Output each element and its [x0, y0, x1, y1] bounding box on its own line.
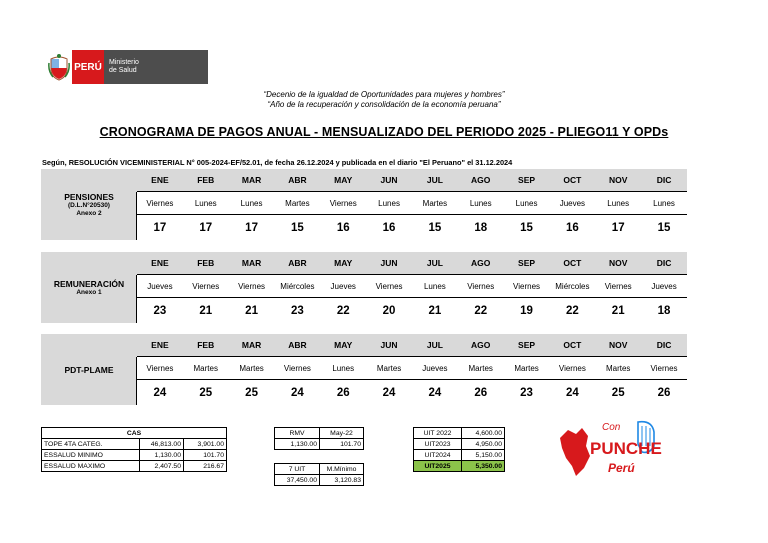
logo-peru: Perú	[608, 461, 635, 475]
uit-value: 5,150.00	[462, 450, 505, 461]
month-header: OCT	[563, 258, 582, 268]
date-cell: 21	[245, 304, 258, 317]
weekday-cell: Lunes	[607, 198, 630, 208]
weekday-cell: Lunes	[240, 198, 263, 208]
table-row	[414, 450, 505, 461]
coat-of-arms-icon	[46, 50, 72, 84]
weekday-cell: Jueves	[147, 281, 173, 291]
minimo-label: M.Mínimo	[320, 464, 364, 475]
block-label	[41, 252, 137, 323]
weekday-cell: Viernes	[513, 281, 541, 291]
date-cell: 21	[611, 304, 625, 317]
uit-value: 4,600.00	[462, 428, 505, 439]
block-name: REMUNERACIÓN	[53, 278, 125, 289]
month-header: JUL	[426, 258, 443, 268]
months-row	[137, 169, 687, 192]
weekday-cell: Viernes	[146, 363, 174, 373]
weekday-cell: Martes	[376, 363, 402, 373]
resolution-subtitle: Según, RESOLUCIÓN VICEMINISTERIAL N° 005-2024-EF/52.01, de fecha 26.12.2024 y publicada en el diario "El Peruano" el 31.12.2024	[42, 158, 513, 167]
weekday-cell: Jueves	[559, 198, 586, 208]
cas-header: CAS	[42, 428, 227, 439]
uit-minimo-table	[274, 463, 364, 486]
date-cell: 22	[565, 304, 579, 317]
weekday-cell: Lunes	[194, 198, 217, 208]
weekday-cell: Martes	[605, 363, 631, 373]
weekday-cell: Viernes	[283, 363, 311, 373]
peru-label: PERÚ	[72, 50, 104, 84]
date-cell: 25	[199, 386, 213, 399]
seven-uit-label: 7 UIT	[275, 464, 320, 475]
cas-label: ESSALUD MINIMO	[42, 450, 140, 461]
date-cell: 20	[382, 304, 396, 317]
weekday-cell: Lunes	[423, 281, 446, 291]
uit-year-current: UIT2025	[414, 461, 462, 472]
month-header: JUN	[380, 340, 398, 350]
month-header: ENE	[151, 175, 169, 185]
cas-table	[41, 427, 227, 472]
dates-row	[137, 298, 687, 323]
month-header: ENE	[151, 340, 169, 350]
month-header: OCT	[563, 175, 582, 185]
month-header: MAR	[241, 258, 262, 268]
dates-row	[137, 380, 687, 405]
con-punche-peru-logo	[554, 416, 664, 482]
weekday-cell: Viernes	[375, 281, 403, 291]
decenio-line2: “Año de la recuperación y consolidación de la economía peruana”	[267, 100, 501, 109]
block-sub2: Anexo 2	[76, 209, 102, 217]
schedule-block	[41, 169, 687, 240]
block-grid	[137, 169, 687, 240]
month-header: ABR	[288, 340, 307, 350]
date-cell: 25	[611, 386, 625, 399]
cas-monthly: 101.70	[184, 450, 227, 461]
date-cell: 19	[520, 304, 533, 317]
month-header: MAY	[334, 340, 353, 350]
date-cell: 22	[336, 304, 350, 317]
month-header: SEP	[518, 258, 536, 268]
date-cell: 24	[565, 386, 579, 399]
cas-label: TOPE 4TA CATEG.	[42, 439, 140, 450]
weekday-cell: Viernes	[192, 281, 220, 291]
rmv-table	[274, 427, 364, 450]
dates-row	[137, 215, 687, 240]
block-divider	[136, 275, 137, 323]
month-header: DIC	[656, 175, 672, 185]
date-cell: 23	[291, 304, 304, 317]
block-divider	[136, 192, 137, 240]
uit-year: UIT2024	[414, 450, 462, 461]
weekday-cell: Martes	[193, 363, 218, 373]
rmv-label: RMV	[275, 428, 320, 439]
weekday-cell: Lunes	[469, 198, 492, 208]
block-label	[41, 334, 137, 405]
weekday-cell: Viernes	[604, 281, 632, 291]
date-cell: 18	[657, 304, 671, 317]
month-header: SEP	[518, 340, 536, 350]
logo-con: Con	[602, 422, 621, 433]
date-cell: 25	[245, 386, 258, 399]
decenio-text	[0, 90, 768, 110]
month-header: MAR	[241, 175, 262, 185]
weekday-cell: Viernes	[558, 363, 586, 373]
date-cell: 23	[520, 386, 533, 399]
month-header: ABR	[288, 258, 307, 268]
date-cell: 16	[382, 221, 396, 234]
month-header: ABR	[288, 175, 307, 185]
date-cell: 16	[565, 221, 579, 234]
weekdays-row	[137, 275, 687, 298]
month-header: JUL	[426, 175, 443, 185]
weekday-cell: Lunes	[378, 198, 400, 208]
minimo-value: 3,120.83	[320, 475, 364, 486]
weekday-cell: Lunes	[653, 198, 675, 208]
ministry-line2: de Salud	[109, 67, 137, 74]
month-header: OCT	[563, 340, 582, 350]
month-header: ENE	[151, 258, 169, 268]
month-header: MAY	[334, 258, 353, 268]
month-header: AGO	[471, 340, 491, 350]
cas-annual: 2,407.50	[140, 461, 184, 472]
table-row	[275, 428, 364, 439]
ministry-name	[104, 50, 208, 84]
months-row	[137, 252, 687, 275]
uit-table	[413, 427, 505, 472]
weekday-cell: Lunes	[515, 198, 538, 208]
block-grid	[137, 252, 687, 323]
date-cell: 16	[336, 221, 350, 234]
weekday-cell: Jueves	[651, 281, 677, 291]
table-row	[42, 450, 227, 461]
cas-label: ESSALUD MAXIMO	[42, 461, 140, 472]
weekday-cell: Martes	[422, 198, 448, 208]
month-header: MAY	[334, 175, 353, 185]
weekday-cell: Viernes	[329, 198, 357, 208]
date-cell: 17	[199, 221, 213, 234]
logo-punche: PUNCHE	[590, 439, 662, 458]
table-row	[414, 461, 505, 472]
weekday-cell: Miércoles	[280, 281, 315, 291]
rmv-essalud: 101.70	[320, 439, 364, 450]
date-cell: 17	[153, 221, 167, 234]
date-cell: 26	[336, 386, 350, 399]
cas-annual: 1,130.00	[140, 450, 184, 461]
block-divider	[136, 357, 137, 405]
weekday-cell: Lunes	[332, 363, 355, 373]
uit-value: 4,950.00	[462, 439, 505, 450]
uit-year: UIT 2022	[414, 428, 462, 439]
month-header: NOV	[608, 258, 628, 268]
block-grid	[137, 334, 687, 405]
month-header: JUL	[426, 340, 443, 350]
date-cell: 23	[153, 304, 167, 317]
month-header: JUN	[380, 258, 398, 268]
table-row	[275, 439, 364, 450]
month-header: AGO	[471, 258, 491, 268]
month-header: FEB	[197, 340, 215, 350]
weekday-cell: Viernes	[650, 363, 678, 373]
seven-uit-value: 37,450.00	[275, 475, 320, 486]
date-cell: 15	[520, 221, 533, 234]
month-header: SEP	[518, 175, 536, 185]
weekday-cell: Viernes	[146, 198, 174, 208]
date-cell: 15	[657, 221, 671, 234]
block-name: PENSIONES	[64, 191, 114, 202]
date-cell: 17	[245, 221, 258, 234]
schedule-block	[41, 334, 687, 405]
block-name: PDT-PLAME	[64, 364, 114, 375]
ministry-line1: Ministerio	[109, 59, 139, 66]
month-header: JUN	[380, 175, 398, 185]
month-header: AGO	[471, 175, 491, 185]
date-cell: 18	[474, 221, 488, 234]
uit-value-current: 5,350.00	[462, 461, 505, 472]
table-row	[42, 461, 227, 472]
decenio-line1: “Decenio de la igualdad de Oportunidades para mujeres y hombres”	[263, 90, 505, 99]
months-row	[137, 334, 687, 357]
date-cell: 24	[428, 386, 442, 399]
table-row	[42, 439, 227, 450]
date-cell: 24	[382, 386, 396, 399]
weekdays-row	[137, 192, 687, 215]
cas-monthly: 216.67	[184, 461, 227, 472]
weekday-cell: Martes	[285, 198, 310, 208]
month-header: DIC	[656, 340, 672, 350]
month-header: NOV	[608, 175, 628, 185]
table-row	[414, 428, 505, 439]
date-cell: 15	[291, 221, 304, 234]
weekday-cell: Miércoles	[555, 281, 590, 291]
schedule-block	[41, 252, 687, 323]
weekday-cell: Jueves	[330, 281, 356, 291]
month-header: MAR	[241, 340, 262, 350]
date-cell: 17	[611, 221, 625, 234]
cas-annual: 46,813.00	[140, 439, 184, 450]
cas-monthly: 3,901.00	[184, 439, 227, 450]
month-header: NOV	[608, 340, 628, 350]
date-cell: 24	[153, 386, 167, 399]
weekday-cell: Martes	[239, 363, 264, 373]
date-cell: 24	[291, 386, 304, 399]
date-cell: 26	[474, 386, 488, 399]
weekday-cell: Viernes	[238, 281, 266, 291]
date-cell: 15	[428, 221, 442, 234]
block-sub1: Anexo 1	[76, 288, 102, 296]
block-sub1: (D.L.N°20530)	[68, 201, 110, 209]
date-cell: 26	[657, 386, 671, 399]
table-row	[275, 475, 364, 486]
month-header: FEB	[197, 258, 215, 268]
month-header: FEB	[197, 175, 215, 185]
weekday-cell: Martes	[514, 363, 539, 373]
rmv-date: May-22	[320, 428, 364, 439]
weekday-cell: Martes	[468, 363, 493, 373]
rmv-value: 1,130.00	[275, 439, 320, 450]
page-title: CRONOGRAMA DE PAGOS ANUAL - MENSUALIZADO DEL PERIODO 2025 - PLIEGO11 Y OPDs	[99, 125, 669, 139]
date-cell: 21	[199, 304, 213, 317]
date-cell: 22	[474, 304, 488, 317]
ministry-logo	[46, 50, 208, 84]
uit-year: UIT2023	[414, 439, 462, 450]
table-row	[414, 439, 505, 450]
table-row	[275, 464, 364, 475]
month-header: DIC	[656, 258, 672, 268]
weekday-cell: Jueves	[422, 363, 448, 373]
block-label	[41, 169, 137, 240]
weekday-cell: Viernes	[467, 281, 495, 291]
weekdays-row	[137, 357, 687, 380]
date-cell: 21	[428, 304, 442, 317]
